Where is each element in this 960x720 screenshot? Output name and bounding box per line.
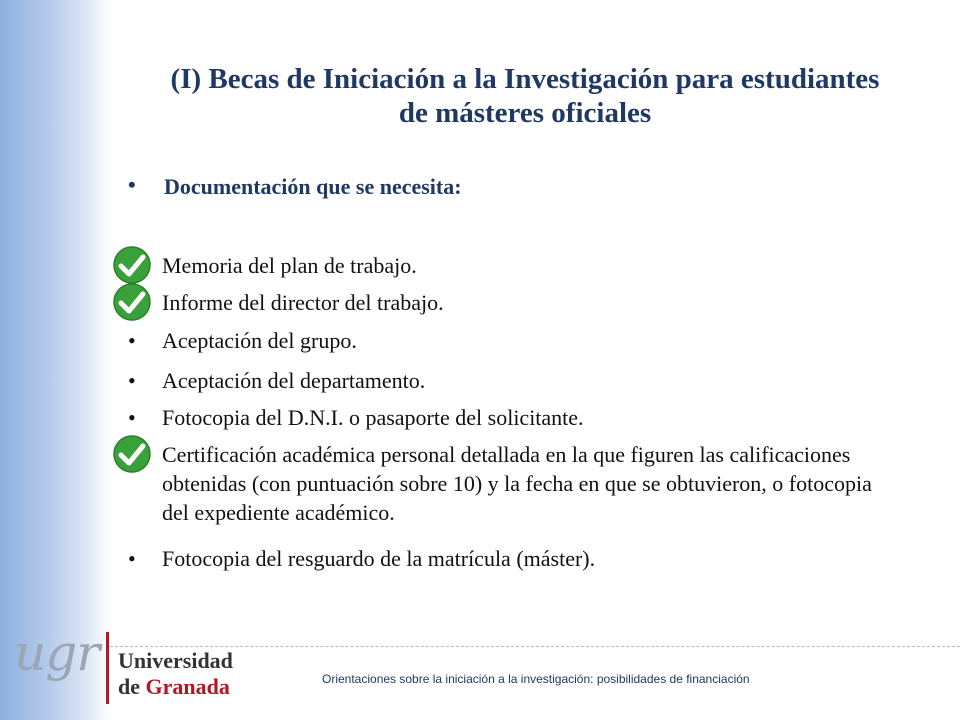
slide-title-line-1: (I) Becas de Iniciación a la Investigación para estudiantes (170, 63, 880, 95)
bullet-icon: • (128, 368, 136, 393)
slide-title-line-2: de másteres oficiales (398, 97, 652, 129)
list-item-text: Fotocopia del D.N.I. o pasaporte del solicitante. (162, 405, 584, 430)
footer-divider (110, 646, 960, 647)
list-item-text: Aceptación del departamento. (162, 368, 426, 393)
footer-caption: Orientaciones sobre la iniciación a la investigación: posibilidades de financiación (322, 672, 750, 686)
university-logo-text (118, 648, 233, 700)
bullet-icon: • (128, 405, 136, 430)
list-item-text: Memoria del plan de trabajo. (162, 253, 417, 278)
documentation-heading-label: Documentación que se necesita: (164, 174, 462, 199)
bullet-icon: • (128, 546, 136, 571)
bullet-icon: • (128, 328, 136, 353)
list-item-text: Aceptación del grupo. (162, 328, 357, 353)
bullet-icon: • (128, 172, 136, 197)
logo-line-2-prefix: de (118, 674, 146, 699)
list-item-text: Informe del director del trabajo. (162, 290, 444, 315)
logo-line-2-city: Granada (145, 674, 230, 699)
ugr-logo-mark: ugr (14, 624, 100, 682)
slide-title (120, 62, 930, 130)
checkmark-icon (110, 434, 154, 474)
list-item-text: Certificación académica personal detallada en la que figuren las calificaciones obtenidas (con puntuación sobre 10) y la fecha en que se obtuvieron, o fotocopia del expediente académico. (162, 442, 872, 525)
side-gradient-band (0, 0, 110, 720)
checkmark-icon (110, 282, 154, 322)
logo-line-2 (118, 674, 233, 700)
list-item-text: Fotocopia del resguardo de la matrícula (máster). (162, 546, 596, 571)
checkmark-icon (110, 245, 154, 285)
logo-divider (106, 632, 109, 704)
logo-line-1: Universidad (118, 648, 233, 673)
